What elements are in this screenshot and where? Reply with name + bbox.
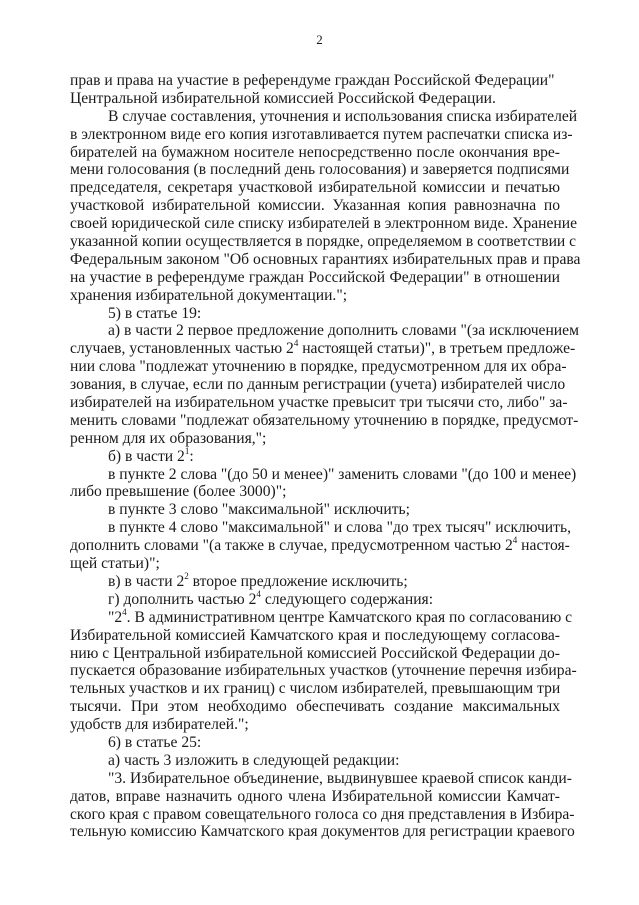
text-line: б) в части $2^1$: — [108, 445, 194, 465]
text-line: пускается образование избирательных участков (уточнение перечня избира- — [70, 662, 577, 680]
text-line: случаев, установленных частью $2^4$ настоящей статьи)", в третьем предложе- — [70, 338, 576, 358]
text-line: указанной копии осуществляется в порядке, определяемом в соответствии с — [70, 233, 577, 251]
text-line: удобств для избирателей."; — [70, 716, 249, 734]
text-line: В случае составления, уточнения и использования списка избирателей — [108, 107, 578, 125]
text-line: хранения избирательной документации."; — [70, 286, 348, 304]
text-line: в электронном виде его копия изготавливается путем распечатки списка из- — [70, 125, 573, 143]
text-line: 5) в статье 19: — [108, 304, 202, 322]
document-body — [70, 72, 581, 841]
text-line: тельную комиссию Камчатского края документов для регистрации краевого — [70, 823, 575, 841]
text-line: нию с Центральной избирательной комиссией Российской Федерации до- — [70, 644, 560, 662]
text-line: в пункте 4 слово "максимальной" и слова "до трех тысяч" исключить, — [108, 519, 571, 537]
text-line: своей юридической силе списку избирателей в электронном виде. Хранение — [70, 215, 578, 233]
text-line: прав и права на участие в референдуме граждан Российской Федерации" — [70, 72, 555, 89]
text-line: Избирательной комиссией Камчатского края и последующему согласова- — [70, 626, 560, 644]
text-line: а) часть 3 изложить в следующей редакции: — [108, 751, 400, 769]
text-line: 6) в статье 25: — [108, 733, 202, 751]
text-line: избирателей на избирательном участке превысит три тысячи сто, либо" за- — [70, 394, 568, 412]
text-line: Федеральным законом "Об основных гарантиях избирательных прав и права — [70, 250, 581, 268]
text-line: датов, вправе назначить одного члена Избирательной комиссии Камчат- — [70, 787, 560, 805]
text-line: либо превышение (более 3000)"; — [70, 483, 287, 501]
text-line: щей статьи)"; — [70, 555, 160, 573]
text-line: нии слова "подлежат уточнению в порядке, предусмотренном для их обра- — [70, 358, 567, 376]
text-line: ренном для их образования,"; — [70, 429, 267, 447]
text-line: тельных участков и их границ) с числом избирателей, превышающим три — [70, 680, 561, 698]
text-line: участковой избирательной комиссии. Указанная копия равнозначна по — [70, 197, 560, 215]
text-line: в) в части $2^2$ второе предложение исключить; — [108, 570, 408, 590]
text-line: а) в части 2 первое предложение дополнить словами "(за исключением — [108, 322, 579, 340]
page-number: 2 — [316, 32, 323, 47]
text-line: зования, в случае, если по данным регистрации (учета) избирателей число — [70, 376, 566, 394]
text-line: мени голосования (в последний день голосования) и заверяется подписями — [70, 161, 570, 179]
text-line: дополнить словами "(а также в случае, предусмотренном частью $2^4$ настоя- — [70, 534, 570, 555]
text-line: в пункте 3 слово "максимальной" исключить; — [108, 501, 410, 519]
text-line: "$2^4$. В административном центре Камчатского края по согласованию с — [108, 606, 573, 626]
text-line: ского края с правом совещательного голоса со дня представления в Избира- — [70, 805, 575, 823]
text-line: на участие в референдуме граждан Российской Федерации" в отношении — [70, 268, 560, 286]
text-line: в пункте 2 слова "(до 50 и менее)" заменить словами "(до 100 и менее) — [108, 465, 577, 483]
text-line: бирателей на бумажном носителе непосредственно после окончания вре- — [70, 143, 560, 161]
text-line: председателя, секретаря участковой избирательной комиссии и печатью — [70, 179, 560, 197]
text-line: "3. Избирательное объединение, выдвинувшее краевой список канди- — [108, 769, 572, 787]
text-line: Центральной избирательной комиссией Российской Федерации. — [70, 89, 496, 107]
text-line: г) дополнить частью $2^4$ следующего содержания: — [108, 588, 434, 608]
text-line: тысячи. При этом необходимо обеспечивать создание максимальных — [70, 698, 560, 716]
text-line: менить словами "подлежат обязательному уточнению в порядке, предусмот- — [70, 411, 579, 429]
